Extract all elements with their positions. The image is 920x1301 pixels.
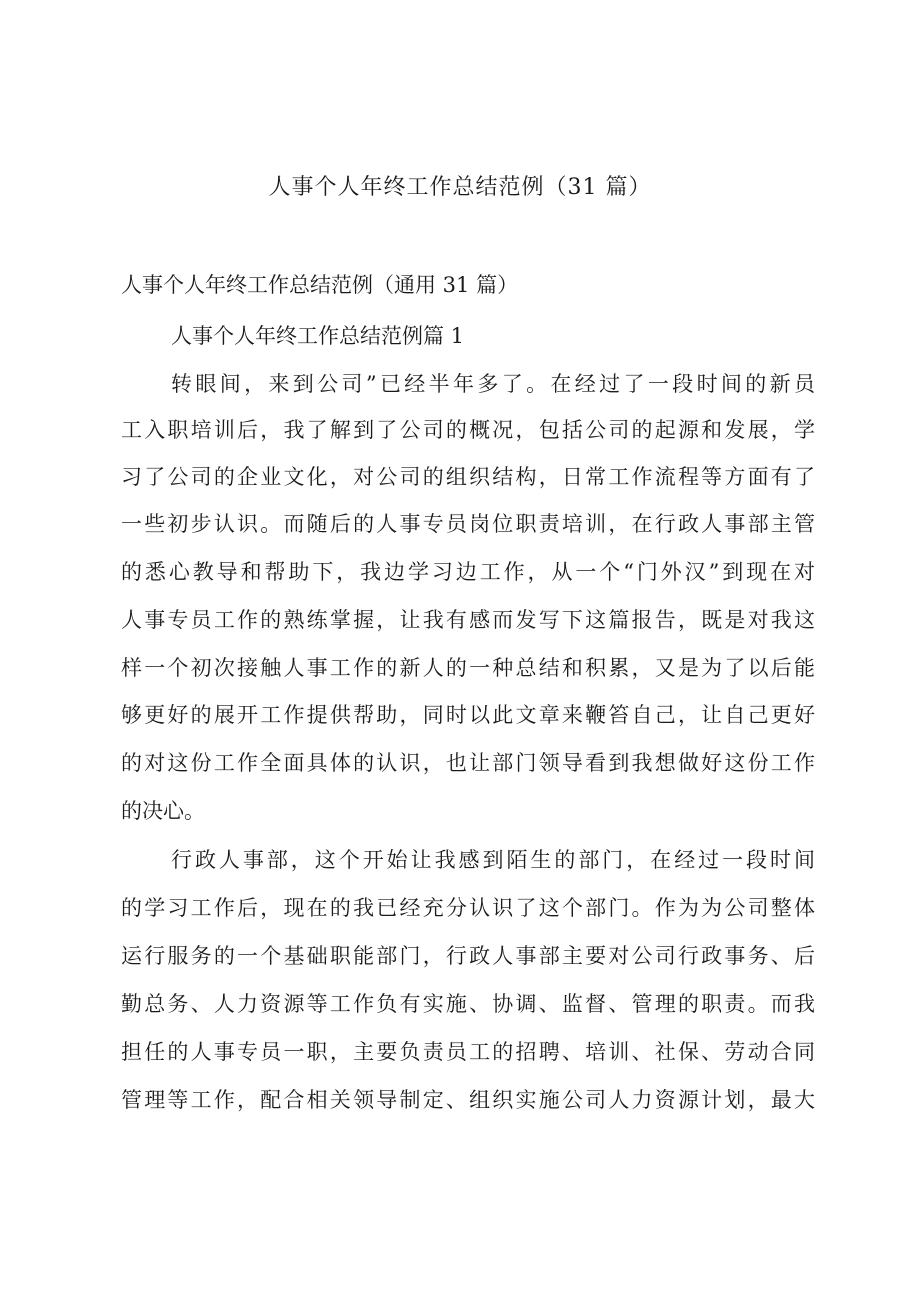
paragraph-line: 行政人事部，这个开始让我感到陌生的部门，在经过一段时间 (171, 848, 815, 872)
paragraph-line: 的悉心教导和帮助下，我边学习边工作，从一个“门外汉”到现在对 (121, 560, 815, 584)
paragraph-line: 的决心。 (121, 799, 205, 823)
paragraph-line: 勤总务、人力资源等工作负有实施、协调、监督、管理的职责。而我 (121, 992, 815, 1016)
paragraph-line: 运行服务的一个基础职能部门，行政人事部主要对公司行政事务、后 (121, 944, 815, 968)
paragraph-line: 管理等工作，配合相关领导制定、组织实施公司人力资源计划，最大 (121, 1088, 815, 1112)
paragraph-line: 转眼间，来到公司”已经半年多了。在经过了一段时间的新员 (171, 372, 815, 396)
paragraph-line: 担任的人事专员一职，主要负责员工的招聘、培训、社保、劳动合同 (121, 1040, 815, 1064)
document-title: 人事个人年终工作总结范例（31 篇） (268, 175, 652, 200)
paragraph-line: 习了公司的企业文化，对公司的组织结构，日常工作流程等方面有了 (121, 465, 815, 489)
paragraph-line: 的学习工作后，现在的我已经充分认识了这个部门。作为为公司整体 (121, 896, 815, 920)
paragraph-line: 工入职培训后，我了解到了公司的概况，包括公司的起源和发展，学 (121, 418, 815, 442)
document-subtitle: 人事个人年终工作总结范例（通用 31 篇） (121, 273, 519, 297)
paragraph-line: 的对这份工作全面具体的认识，也让部门领导看到我想做好这份工作 (121, 751, 815, 775)
paragraph-line: 一些初步认识。而随后的人事专员岗位职责培训，在行政人事部主管 (121, 512, 815, 536)
paragraph-line: 够更好的展开工作提供帮助，同时以此文章来鞭笞自己，让自己更好 (121, 703, 815, 727)
section-heading: 人事个人年终工作总结范例篇 1 (171, 324, 465, 348)
paragraph-line: 样一个初次接触人事工作的新人的一种总结和积累，又是为了以后能 (121, 656, 815, 680)
paragraph-line: 人事专员工作的熟练掌握，让我有感而发写下这篇报告，既是对我这 (121, 608, 815, 632)
